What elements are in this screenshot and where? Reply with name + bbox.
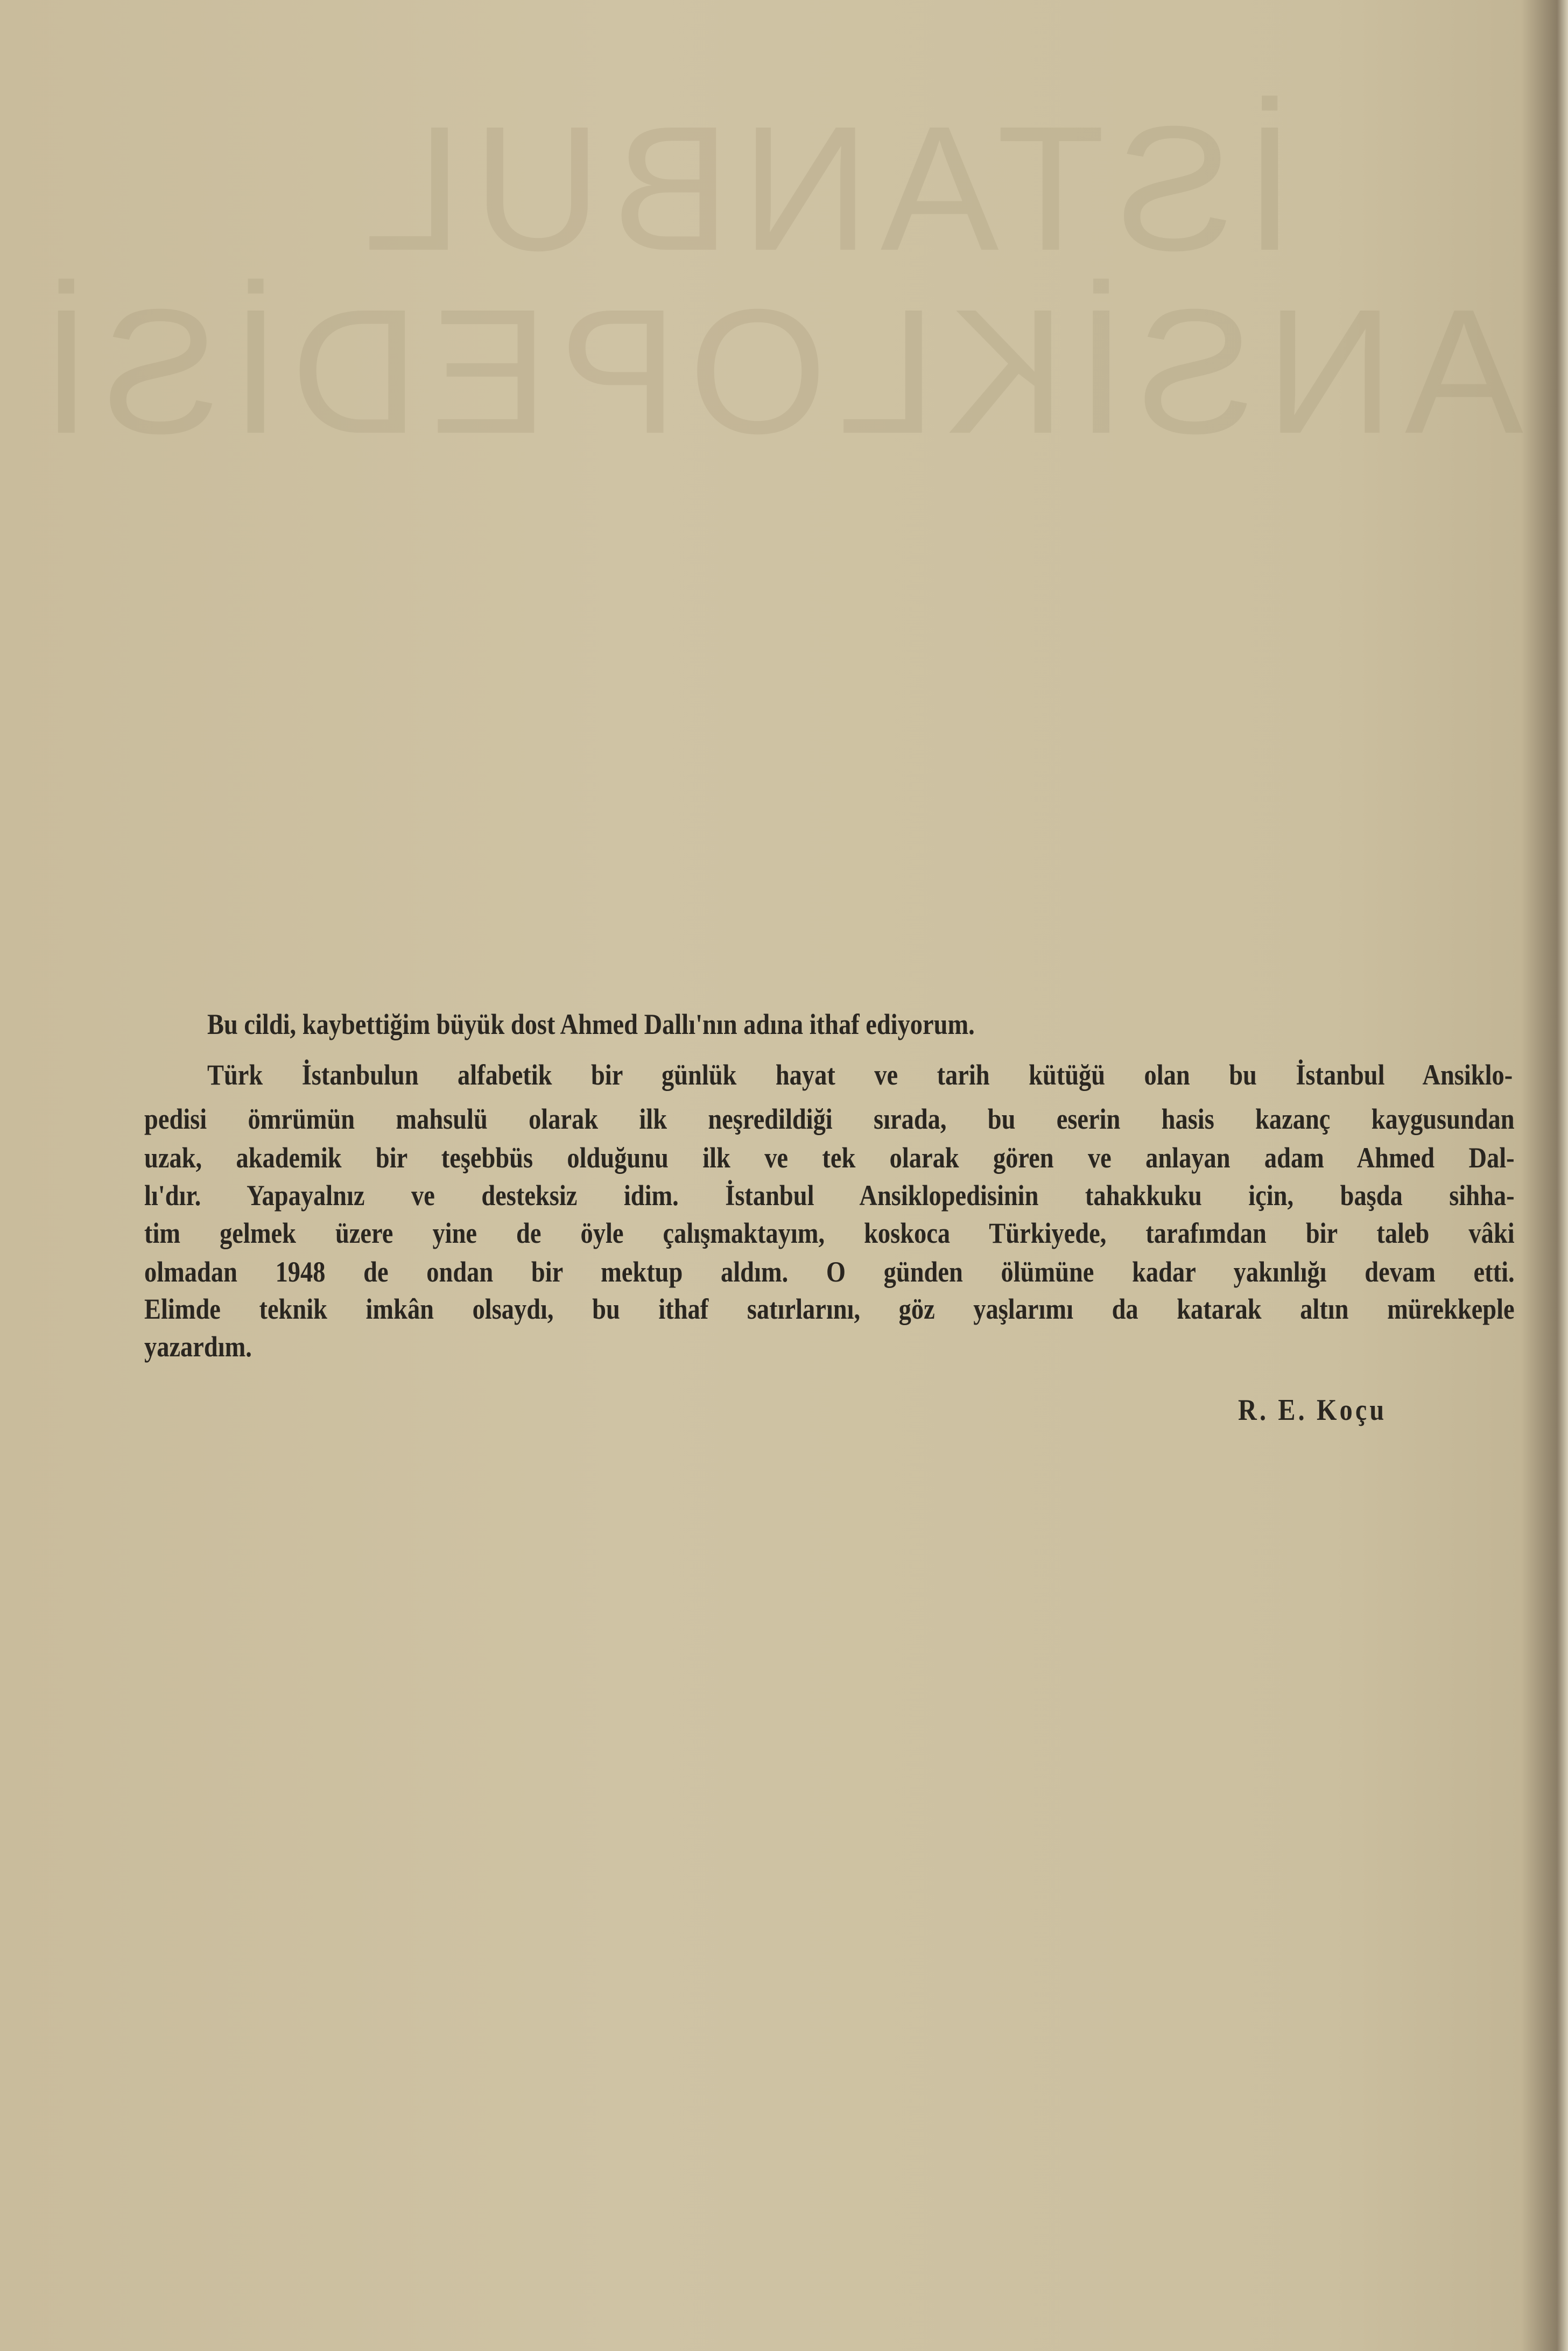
signature: R. E. Koçu bbox=[1238, 1393, 1387, 1427]
watermark-title-line1: İSTANBUL bbox=[353, 89, 1295, 287]
paragraph-line: tim gelmek üzere yine de öyle çalışmaktayım, koskoca Türkiyede, tarafımdan bir taleb vâki bbox=[144, 1217, 1515, 1249]
paragraph-line: yazardım. bbox=[144, 1331, 252, 1363]
paragraph-line: lı'dır. Yapayalnız ve desteksiz idim. İstanbul Ansiklopedisinin tahakkuku için, başda sihha- bbox=[144, 1179, 1515, 1212]
watermark-title-line2: ANSİKLOPEDİSİ bbox=[31, 272, 1523, 470]
paragraph-line: Elimde teknik imkân olsaydı, bu ithaf satırlarını, göz yaşlarımı da katarak altın mürekkeple bbox=[144, 1293, 1515, 1325]
paragraph-line: uzak, akademik bir teşebbüs olduğunu ilk ve tek olarak gören ve anlayan adam Ahmed Dal- bbox=[144, 1142, 1515, 1174]
paragraph-line: Türk İstanbulun alfabetik bir günlük hayat ve tarih kütüğü olan bu İstanbul Ansiklo- bbox=[207, 1059, 1513, 1091]
paragraph-line: olmadan 1948 de ondan bir mektup aldım. O günden ölümüne kadar yakınlığı devam etti. bbox=[144, 1256, 1515, 1288]
dedication-line: Bu cildi, kaybettiğim büyük dost Ahmed Dallı'nın adına ithaf ediyorum. bbox=[207, 1008, 975, 1040]
bleed-through-watermark bbox=[31, 89, 1523, 470]
paragraph-line: pedisi ömrümün mahsulü olarak ilk neşredildiği sırada, bu eserin hasis kazanç kaygusundan bbox=[144, 1103, 1515, 1135]
